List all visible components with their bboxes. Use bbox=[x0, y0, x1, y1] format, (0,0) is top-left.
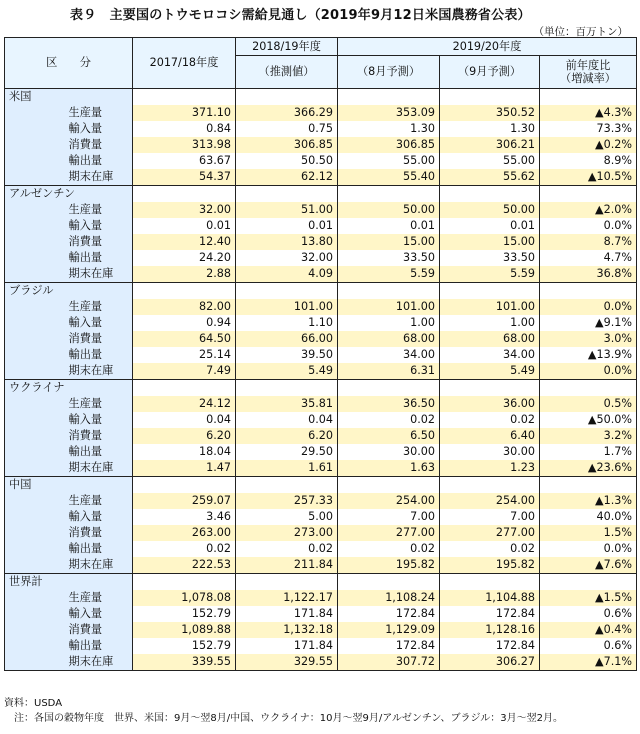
value-cell: 1.7% bbox=[540, 444, 637, 460]
value-cell: 6.31 bbox=[338, 363, 440, 380]
region-empty-cell bbox=[338, 89, 440, 106]
indent-cell bbox=[5, 412, 65, 428]
value-cell: 172.84 bbox=[440, 606, 540, 622]
value-cell: 254.00 bbox=[338, 493, 440, 509]
item-label: 期末在庫 bbox=[65, 266, 133, 283]
value-cell: 40.0% bbox=[540, 509, 637, 525]
value-cell: 6.50 bbox=[338, 428, 440, 444]
value-cell: 0.02 bbox=[236, 541, 338, 557]
value-cell: 0.04 bbox=[236, 412, 338, 428]
item-label: 期末在庫 bbox=[65, 557, 133, 574]
region-empty-cell bbox=[338, 186, 440, 203]
indent-cell bbox=[5, 234, 65, 250]
indent-cell bbox=[5, 396, 65, 412]
value-cell: 0.0% bbox=[540, 218, 637, 234]
value-cell: 6.20 bbox=[133, 428, 236, 444]
indent-cell bbox=[5, 654, 65, 671]
value-cell: 259.07 bbox=[133, 493, 236, 509]
region-row bbox=[5, 477, 637, 494]
value-cell: ▲4.3% bbox=[540, 105, 637, 121]
crop-year-note: 注：各国の穀物年度 世界、米国：9月～翌8月/中国、ウクライナ：10月～翌9月/アルゼンチン、ブラジル：3月～翌2月。 bbox=[4, 713, 564, 724]
item-label: 消費量 bbox=[65, 137, 133, 153]
value-cell: 50.00 bbox=[440, 202, 540, 218]
value-cell: 7.00 bbox=[440, 509, 540, 525]
value-cell: 0.02 bbox=[338, 541, 440, 557]
value-cell: ▲1.3% bbox=[540, 493, 637, 509]
value-cell: 34.00 bbox=[338, 347, 440, 363]
value-cell: 39.50 bbox=[236, 347, 338, 363]
table-row bbox=[5, 509, 637, 525]
value-cell: 171.84 bbox=[236, 606, 338, 622]
value-cell: 12.40 bbox=[133, 234, 236, 250]
item-label: 輸入量 bbox=[65, 412, 133, 428]
value-cell: 5.59 bbox=[440, 266, 540, 283]
value-cell: 0.02 bbox=[338, 412, 440, 428]
value-cell: 101.00 bbox=[236, 299, 338, 315]
indent-cell bbox=[5, 250, 65, 266]
value-cell: 18.04 bbox=[133, 444, 236, 460]
indent-cell bbox=[5, 541, 65, 557]
item-label: 輸出量 bbox=[65, 444, 133, 460]
region-empty-cell bbox=[540, 477, 637, 494]
region-empty-cell bbox=[540, 89, 637, 106]
region-name: ウクライナ bbox=[5, 380, 133, 397]
indent-cell bbox=[5, 169, 65, 186]
value-cell: 8.9% bbox=[540, 153, 637, 169]
value-cell: 0.02 bbox=[440, 541, 540, 557]
value-cell: 329.55 bbox=[236, 654, 338, 671]
value-cell: 277.00 bbox=[338, 525, 440, 541]
value-cell: 0.01 bbox=[338, 218, 440, 234]
region-empty-cell bbox=[236, 380, 338, 397]
item-label: 消費量 bbox=[65, 525, 133, 541]
value-cell: 0.01 bbox=[133, 218, 236, 234]
region-empty-cell bbox=[440, 89, 540, 106]
indent-cell bbox=[5, 331, 65, 347]
indent-cell bbox=[5, 428, 65, 444]
item-label: 輸出量 bbox=[65, 250, 133, 266]
value-cell: 34.00 bbox=[440, 347, 540, 363]
table-row bbox=[5, 654, 637, 671]
region-empty-cell bbox=[236, 574, 338, 591]
item-label: 消費量 bbox=[65, 428, 133, 444]
value-cell: 101.00 bbox=[338, 299, 440, 315]
item-label: 輸出量 bbox=[65, 638, 133, 654]
value-cell: 64.50 bbox=[133, 331, 236, 347]
table-row bbox=[5, 638, 637, 654]
value-cell: 195.82 bbox=[338, 557, 440, 574]
value-cell: 3.0% bbox=[540, 331, 637, 347]
value-cell: 4.7% bbox=[540, 250, 637, 266]
region-empty-cell bbox=[133, 477, 236, 494]
header-2018: 2018/19年度 bbox=[236, 38, 338, 56]
header-2017: 2017/18年度 bbox=[133, 38, 236, 89]
table-row bbox=[5, 460, 637, 477]
table-row bbox=[5, 250, 637, 266]
value-cell: 353.09 bbox=[338, 105, 440, 121]
indent-cell bbox=[5, 347, 65, 363]
region-empty-cell bbox=[236, 283, 338, 300]
indent-cell bbox=[5, 299, 65, 315]
value-cell: 277.00 bbox=[440, 525, 540, 541]
region-empty-cell bbox=[338, 283, 440, 300]
indent-cell bbox=[5, 315, 65, 331]
region-empty-cell bbox=[236, 89, 338, 106]
table-row bbox=[5, 412, 637, 428]
value-cell: 0.0% bbox=[540, 541, 637, 557]
value-cell: 63.67 bbox=[133, 153, 236, 169]
value-cell: 313.98 bbox=[133, 137, 236, 153]
item-label: 輸入量 bbox=[65, 315, 133, 331]
table-row bbox=[5, 105, 637, 121]
value-cell: 33.50 bbox=[338, 250, 440, 266]
value-cell: 33.50 bbox=[440, 250, 540, 266]
value-cell: 366.29 bbox=[236, 105, 338, 121]
header-row-1 bbox=[5, 38, 637, 56]
region-name: 世界計 bbox=[5, 574, 133, 591]
value-cell: 1,104.88 bbox=[440, 590, 540, 606]
value-cell: 24.20 bbox=[133, 250, 236, 266]
value-cell: 29.50 bbox=[236, 444, 338, 460]
value-cell: 195.82 bbox=[440, 557, 540, 574]
indent-cell bbox=[5, 218, 65, 234]
value-cell: 6.40 bbox=[440, 428, 540, 444]
value-cell: 1.61 bbox=[236, 460, 338, 477]
table-row bbox=[5, 347, 637, 363]
value-cell: 1,128.16 bbox=[440, 622, 540, 638]
table-row bbox=[5, 153, 637, 169]
indent-cell bbox=[5, 202, 65, 218]
value-cell: 54.37 bbox=[133, 169, 236, 186]
value-cell: 0.84 bbox=[133, 121, 236, 137]
value-cell: ▲2.0% bbox=[540, 202, 637, 218]
value-cell: 171.84 bbox=[236, 638, 338, 654]
value-cell: 0.04 bbox=[133, 412, 236, 428]
region-empty-cell bbox=[133, 574, 236, 591]
value-cell: 13.80 bbox=[236, 234, 338, 250]
value-cell: 30.00 bbox=[440, 444, 540, 460]
indent-cell bbox=[5, 557, 65, 574]
value-cell: 1,108.24 bbox=[338, 590, 440, 606]
value-cell: 0.01 bbox=[440, 218, 540, 234]
region-empty-cell bbox=[440, 477, 540, 494]
header-sep-forecast: （9月予測） bbox=[440, 56, 540, 89]
table-row bbox=[5, 396, 637, 412]
header-yoy bbox=[540, 56, 637, 89]
table-row bbox=[5, 606, 637, 622]
region-empty-cell bbox=[440, 574, 540, 591]
value-cell: 55.62 bbox=[440, 169, 540, 186]
region-empty-cell bbox=[133, 380, 236, 397]
value-cell: 15.00 bbox=[440, 234, 540, 250]
table-row bbox=[5, 315, 637, 331]
value-cell: 1.30 bbox=[440, 121, 540, 137]
value-cell: 273.00 bbox=[236, 525, 338, 541]
region-empty-cell bbox=[540, 283, 637, 300]
value-cell: 1.00 bbox=[338, 315, 440, 331]
region-row bbox=[5, 380, 637, 397]
indent-cell bbox=[5, 137, 65, 153]
value-cell: ▲23.6% bbox=[540, 460, 637, 477]
value-cell: 68.00 bbox=[440, 331, 540, 347]
item-label: 期末在庫 bbox=[65, 363, 133, 380]
value-cell: 5.49 bbox=[236, 363, 338, 380]
value-cell: 152.79 bbox=[133, 606, 236, 622]
table-row bbox=[5, 331, 637, 347]
table-row bbox=[5, 169, 637, 186]
value-cell: 0.6% bbox=[540, 606, 637, 622]
value-cell: 32.00 bbox=[133, 202, 236, 218]
value-cell: 0.0% bbox=[540, 363, 637, 380]
item-label: 輸入量 bbox=[65, 606, 133, 622]
region-empty-cell bbox=[440, 186, 540, 203]
value-cell: 257.33 bbox=[236, 493, 338, 509]
item-label: 輸出量 bbox=[65, 153, 133, 169]
region-empty-cell bbox=[133, 186, 236, 203]
value-cell: ▲7.1% bbox=[540, 654, 637, 671]
item-label: 輸入量 bbox=[65, 509, 133, 525]
value-cell: 55.00 bbox=[440, 153, 540, 169]
notes bbox=[4, 696, 563, 726]
item-label: 消費量 bbox=[65, 622, 133, 638]
value-cell: 36.50 bbox=[338, 396, 440, 412]
value-cell: 172.84 bbox=[338, 606, 440, 622]
item-label: 輸入量 bbox=[65, 218, 133, 234]
value-cell: 211.84 bbox=[236, 557, 338, 574]
value-cell: 0.94 bbox=[133, 315, 236, 331]
indent-cell bbox=[5, 105, 65, 121]
value-cell: 24.12 bbox=[133, 396, 236, 412]
table-row bbox=[5, 525, 637, 541]
indent-cell bbox=[5, 266, 65, 283]
table-row bbox=[5, 218, 637, 234]
value-cell: ▲0.2% bbox=[540, 137, 637, 153]
region-empty-cell bbox=[133, 283, 236, 300]
item-label: 期末在庫 bbox=[65, 169, 133, 186]
region-name: 米国 bbox=[5, 89, 133, 106]
value-cell: ▲7.6% bbox=[540, 557, 637, 574]
indent-cell bbox=[5, 444, 65, 460]
region-empty-cell bbox=[236, 477, 338, 494]
value-cell: ▲13.9% bbox=[540, 347, 637, 363]
header-aug-forecast: （8月予測） bbox=[338, 56, 440, 89]
value-cell: 1,132.18 bbox=[236, 622, 338, 638]
item-label: 消費量 bbox=[65, 234, 133, 250]
table-row bbox=[5, 202, 637, 218]
value-cell: 339.55 bbox=[133, 654, 236, 671]
value-cell: 1.00 bbox=[440, 315, 540, 331]
value-cell: 1.30 bbox=[338, 121, 440, 137]
region-empty-cell bbox=[338, 380, 440, 397]
table-row bbox=[5, 121, 637, 137]
region-name: アルゼンチン bbox=[5, 186, 133, 203]
item-label: 輸出量 bbox=[65, 347, 133, 363]
table-row bbox=[5, 557, 637, 574]
value-cell: 1.47 bbox=[133, 460, 236, 477]
region-row bbox=[5, 186, 637, 203]
value-cell: 307.72 bbox=[338, 654, 440, 671]
header-yoy-line1: 前年度比 bbox=[565, 59, 611, 72]
indent-cell bbox=[5, 622, 65, 638]
item-label: 生産量 bbox=[65, 590, 133, 606]
table-row bbox=[5, 363, 637, 380]
region-empty-cell bbox=[236, 186, 338, 203]
region-row bbox=[5, 574, 637, 591]
value-cell: 222.53 bbox=[133, 557, 236, 574]
region-empty-cell bbox=[540, 574, 637, 591]
region-empty-cell bbox=[440, 283, 540, 300]
value-cell: 4.09 bbox=[236, 266, 338, 283]
table-row bbox=[5, 137, 637, 153]
value-cell: 0.02 bbox=[133, 541, 236, 557]
value-cell: 1,089.88 bbox=[133, 622, 236, 638]
value-cell: 172.84 bbox=[338, 638, 440, 654]
indent-cell bbox=[5, 460, 65, 477]
table-row bbox=[5, 299, 637, 315]
value-cell: 5.59 bbox=[338, 266, 440, 283]
table-row bbox=[5, 234, 637, 250]
value-cell: 6.20 bbox=[236, 428, 338, 444]
value-cell: 3.2% bbox=[540, 428, 637, 444]
table-row bbox=[5, 266, 637, 283]
value-cell: 7.00 bbox=[338, 509, 440, 525]
value-cell: 306.21 bbox=[440, 137, 540, 153]
value-cell: 1.23 bbox=[440, 460, 540, 477]
region-name: ブラジル bbox=[5, 283, 133, 300]
value-cell: 82.00 bbox=[133, 299, 236, 315]
value-cell: 0.6% bbox=[540, 638, 637, 654]
value-cell: 8.7% bbox=[540, 234, 637, 250]
value-cell: 1.10 bbox=[236, 315, 338, 331]
value-cell: 1.5% bbox=[540, 525, 637, 541]
value-cell: 152.79 bbox=[133, 638, 236, 654]
indent-cell bbox=[5, 121, 65, 137]
value-cell: ▲0.4% bbox=[540, 622, 637, 638]
value-cell: ▲9.1% bbox=[540, 315, 637, 331]
value-cell: 68.00 bbox=[338, 331, 440, 347]
source-note: 資料：USDA bbox=[4, 698, 63, 709]
indent-cell bbox=[5, 363, 65, 380]
value-cell: 306.85 bbox=[338, 137, 440, 153]
region-empty-cell bbox=[440, 380, 540, 397]
table-row bbox=[5, 428, 637, 444]
table-row bbox=[5, 622, 637, 638]
value-cell: 55.00 bbox=[338, 153, 440, 169]
value-cell: 101.00 bbox=[440, 299, 540, 315]
value-cell: 172.84 bbox=[440, 638, 540, 654]
table-row bbox=[5, 541, 637, 557]
value-cell: 50.50 bbox=[236, 153, 338, 169]
indent-cell bbox=[5, 638, 65, 654]
item-label: 輸出量 bbox=[65, 541, 133, 557]
value-cell: 1,129.09 bbox=[338, 622, 440, 638]
item-label: 期末在庫 bbox=[65, 654, 133, 671]
item-label: 期末在庫 bbox=[65, 460, 133, 477]
indent-cell bbox=[5, 153, 65, 169]
value-cell: 66.00 bbox=[236, 331, 338, 347]
table-row bbox=[5, 590, 637, 606]
item-label: 生産量 bbox=[65, 299, 133, 315]
value-cell: 32.00 bbox=[236, 250, 338, 266]
value-cell: 35.81 bbox=[236, 396, 338, 412]
region-row bbox=[5, 283, 637, 300]
value-cell: 73.3% bbox=[540, 121, 637, 137]
value-cell: ▲1.5% bbox=[540, 590, 637, 606]
value-cell: 2.88 bbox=[133, 266, 236, 283]
value-cell: 7.49 bbox=[133, 363, 236, 380]
value-cell: 62.12 bbox=[236, 169, 338, 186]
value-cell: 0.5% bbox=[540, 396, 637, 412]
value-cell: 263.00 bbox=[133, 525, 236, 541]
value-cell: 50.00 bbox=[338, 202, 440, 218]
value-cell: 1,122.17 bbox=[236, 590, 338, 606]
table-row bbox=[5, 444, 637, 460]
value-cell: 36.00 bbox=[440, 396, 540, 412]
value-cell: 306.85 bbox=[236, 137, 338, 153]
header-estimate: （推測値） bbox=[236, 56, 338, 89]
value-cell: 5.49 bbox=[440, 363, 540, 380]
item-label: 生産量 bbox=[65, 105, 133, 121]
item-label: 生産量 bbox=[65, 396, 133, 412]
indent-cell bbox=[5, 590, 65, 606]
supply-demand-table bbox=[4, 37, 637, 671]
unit-label: （単位：百万トン） bbox=[533, 26, 628, 38]
header-2019: 2019/20年度 bbox=[338, 38, 637, 56]
indent-cell bbox=[5, 525, 65, 541]
indent-cell bbox=[5, 606, 65, 622]
item-label: 生産量 bbox=[65, 202, 133, 218]
region-name: 中国 bbox=[5, 477, 133, 494]
region-row bbox=[5, 89, 637, 106]
indent-cell bbox=[5, 493, 65, 509]
value-cell: ▲10.5% bbox=[540, 169, 637, 186]
value-cell: 36.8% bbox=[540, 266, 637, 283]
value-cell: 1.63 bbox=[338, 460, 440, 477]
value-cell: 15.00 bbox=[338, 234, 440, 250]
value-cell: 25.14 bbox=[133, 347, 236, 363]
region-empty-cell bbox=[338, 574, 440, 591]
value-cell: 3.46 bbox=[133, 509, 236, 525]
value-cell: 55.40 bbox=[338, 169, 440, 186]
value-cell: 0.75 bbox=[236, 121, 338, 137]
value-cell: 371.10 bbox=[133, 105, 236, 121]
table-title: 表９ 主要国のトウモロコシ需給見通し（2019年9月12日米国農務省公表） bbox=[70, 8, 531, 23]
indent-cell bbox=[5, 509, 65, 525]
item-label: 生産量 bbox=[65, 493, 133, 509]
value-cell: 306.27 bbox=[440, 654, 540, 671]
value-cell: 0.0% bbox=[540, 299, 637, 315]
header-yoy-line2: （増減率） bbox=[560, 72, 616, 85]
value-cell: 5.00 bbox=[236, 509, 338, 525]
item-label: 消費量 bbox=[65, 331, 133, 347]
header-kubun: 区 分 bbox=[5, 38, 133, 89]
region-empty-cell bbox=[133, 89, 236, 106]
value-cell: 0.02 bbox=[440, 412, 540, 428]
value-cell: ▲50.0% bbox=[540, 412, 637, 428]
value-cell: 51.00 bbox=[236, 202, 338, 218]
value-cell: 1,078.08 bbox=[133, 590, 236, 606]
value-cell: 30.00 bbox=[338, 444, 440, 460]
value-cell: 350.52 bbox=[440, 105, 540, 121]
value-cell: 0.01 bbox=[236, 218, 338, 234]
value-cell: 254.00 bbox=[440, 493, 540, 509]
region-empty-cell bbox=[540, 186, 637, 203]
region-empty-cell bbox=[540, 380, 637, 397]
item-label: 輸入量 bbox=[65, 121, 133, 137]
region-empty-cell bbox=[338, 477, 440, 494]
table-row bbox=[5, 493, 637, 509]
